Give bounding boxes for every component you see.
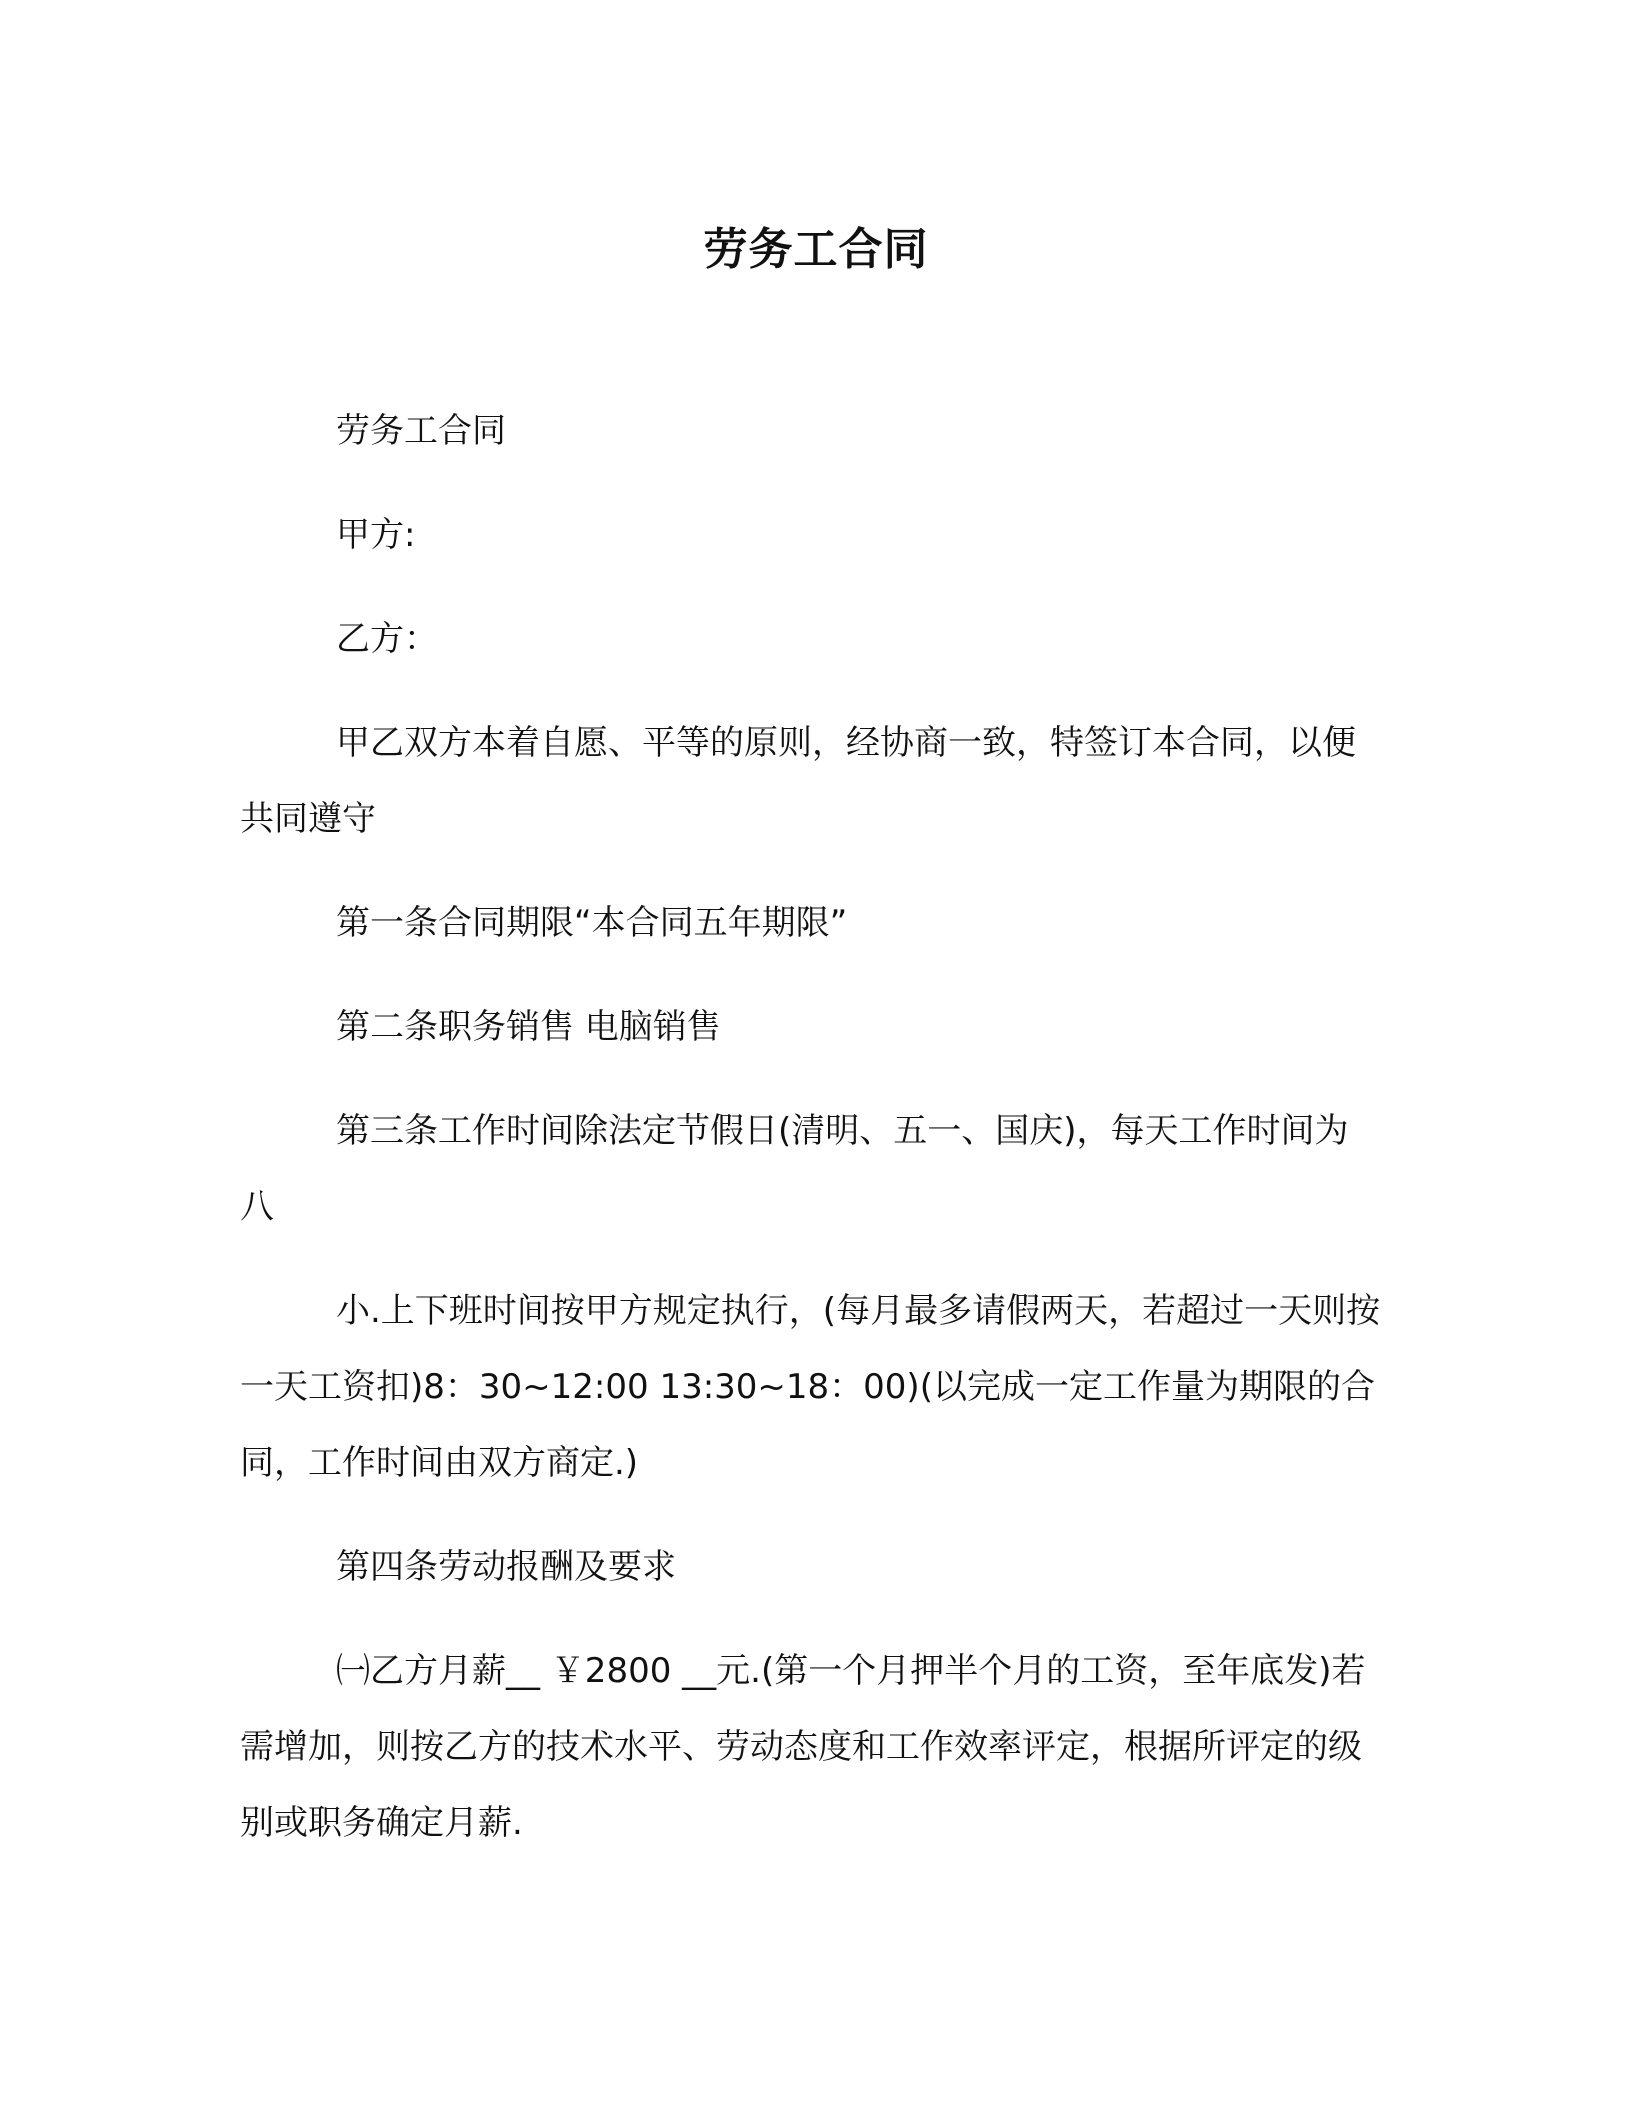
paragraph-party-a: 甲方:	[336, 515, 416, 555]
paragraph-article-3: 第三条工作时间除法定节假日(清明、五一、国庆)，每天工作时间为八	[240, 1111, 1349, 1227]
document-title: 劳务工合同	[703, 224, 929, 275]
paragraph-party-b: 乙方：	[336, 619, 438, 659]
document-body	[240, 393, 1382, 1889]
paragraph-article-1: 第一条合同期限“本合同五年期限”	[336, 903, 848, 943]
paragraph-work-hours: 小.上下班时间按甲方规定执行，(每月最多请假两天，若超过一天则按一天工资扣)8：30~12:00 13:30~18：00)(以完成一定工作量为期限的合同，工作时间由双方商定.)	[240, 1291, 1381, 1483]
paragraph-salary: ㈠乙方月薪__ ￥2800 __元.(第一个月押半个月的工资，至年底发)若需增加，则按乙方的技术水平、劳动态度和工作效率评定，根据所评定的级别或职务确定月薪.	[240, 1651, 1366, 1843]
paragraph-article-2: 第二条职务销售 电脑销售	[336, 1007, 721, 1047]
paragraph-heading: 劳务工合同	[336, 411, 506, 451]
paragraph-preamble: 甲乙双方本着自愿、平等的原则，经协商一致，特签订本合同，以便共同遵守	[240, 723, 1356, 839]
paragraph-article-4: 第四条劳动报酬及要求	[336, 1547, 676, 1587]
